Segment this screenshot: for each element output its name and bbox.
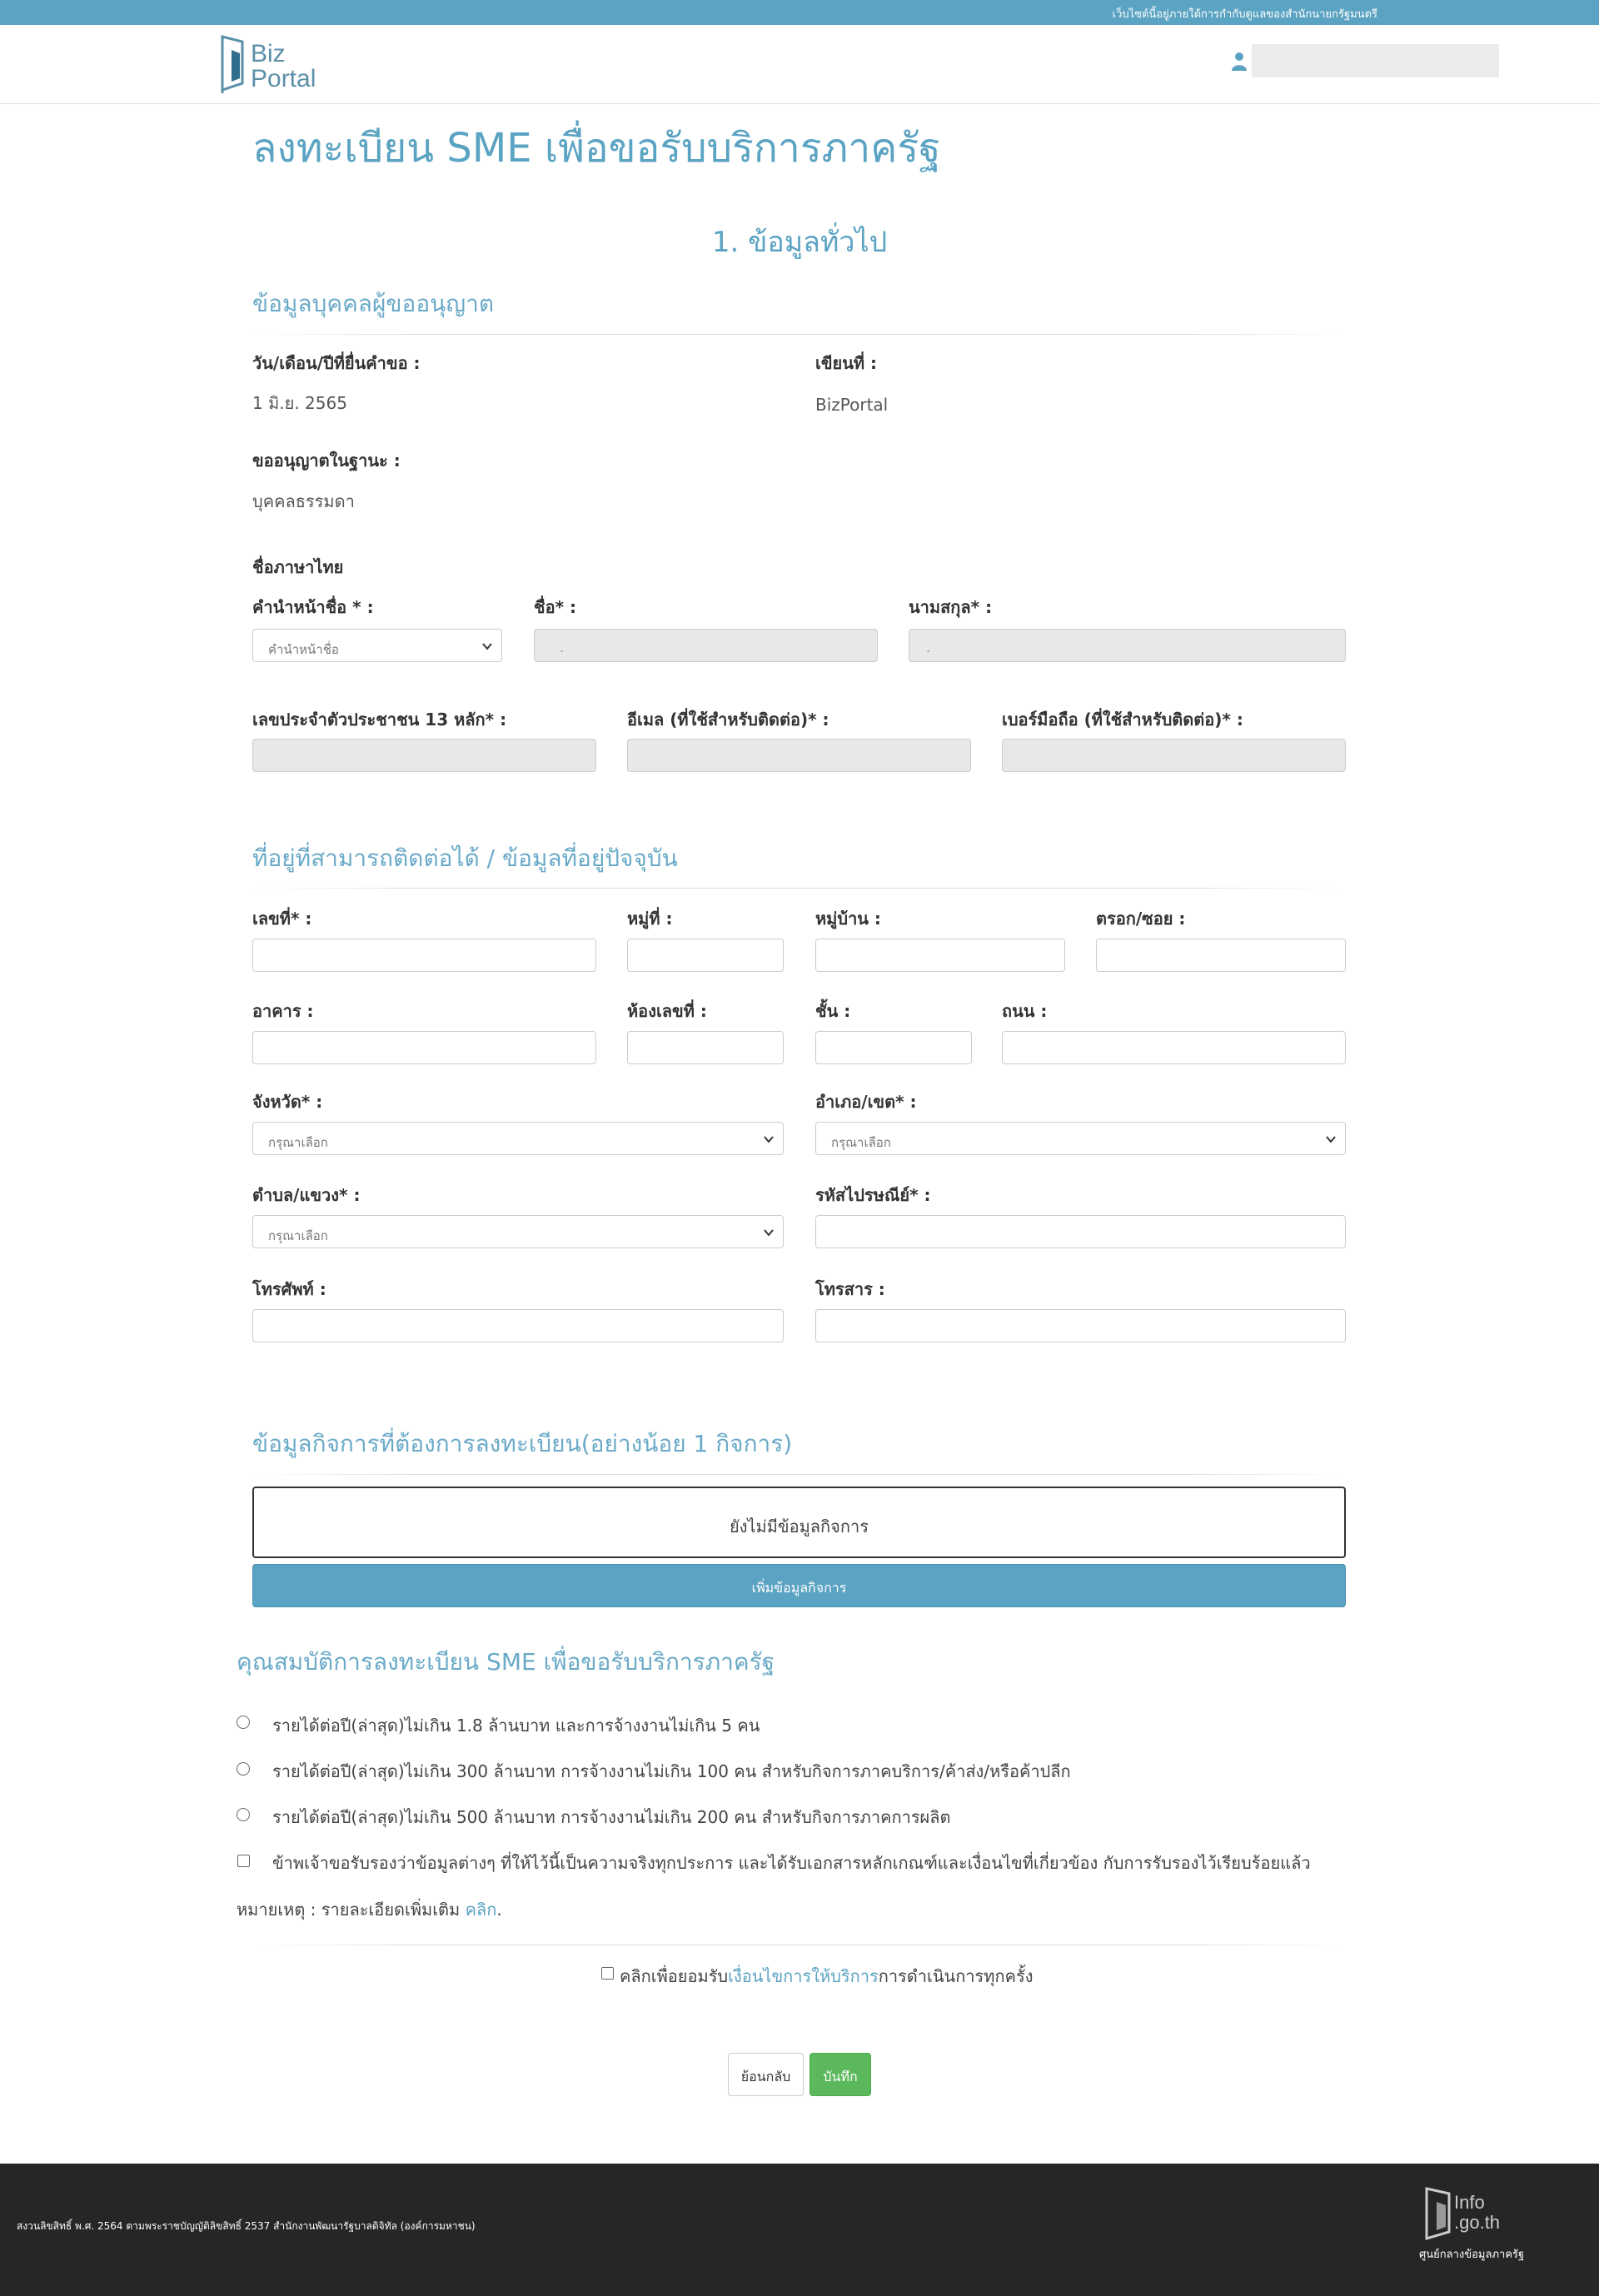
floor-field[interactable] (815, 1031, 972, 1064)
chevron-down-icon (481, 640, 493, 652)
date-value: 1 มิ.ย. 2565 (252, 393, 347, 413)
terms-suffix: การดำเนินการทุกครั้ง (878, 1966, 1034, 1986)
info-go-th-logo[interactable] (1424, 2185, 1516, 2244)
note-link[interactable]: คลิก (465, 1900, 497, 1920)
business-heading: ข้อมูลกิจการที่ต้องการลงทะเบียน(อย่างน้อย 1 กิจการ) (252, 1430, 793, 1457)
footer-logo-text-domain: .go.th (1454, 2212, 1501, 2233)
qualification-option-3: รายได้ต่อปี(ล่าสุด)ไม่เกิน 500 ล้านบาท การจ้างงานไม่เกิน 200 คน สำหรับกิจการภาคการผลิต (272, 1807, 951, 1827)
building-field[interactable] (252, 1031, 596, 1064)
floor-label: ชั้น : (815, 1001, 851, 1021)
room-label: ห้องเลขที่ : (627, 1001, 707, 1021)
district-label: อำเภอ/เขต* : (815, 1092, 917, 1112)
written-at-value: BizPortal (815, 395, 889, 415)
status-label: ขออนุญาตในฐานะ : (252, 451, 401, 471)
chevron-down-icon (763, 1133, 775, 1145)
terms-checkbox[interactable] (601, 1967, 614, 1980)
qualification-radio-3[interactable] (237, 1808, 250, 1821)
district-select[interactable] (815, 1122, 1346, 1155)
building-label: อาคาร : (252, 1001, 314, 1021)
email-field[interactable] (627, 739, 971, 772)
postcode-field[interactable] (815, 1215, 1346, 1248)
province-label: จังหวัด* : (252, 1092, 323, 1112)
room-field[interactable] (627, 1031, 784, 1064)
logo-text-portal: Portal (251, 65, 316, 92)
address-heading: ที่อยู่ที่สามารถติดต่อได้ / ข้อมูลที่อยู่ปัจจุบัน (252, 844, 678, 872)
first-name-label: ชื่อ* : (534, 597, 577, 617)
first-name-value: . (560, 640, 565, 655)
divider (252, 888, 1346, 889)
prefix-select[interactable] (252, 629, 502, 662)
village-field[interactable] (815, 939, 1065, 972)
phone-field[interactable] (252, 1309, 784, 1342)
back-button[interactable]: ย้อนกลับ (728, 2053, 804, 2096)
business-list-empty (252, 1487, 1346, 1558)
thai-name-heading: ชื่อภาษาไทย (252, 557, 344, 577)
id-field[interactable] (252, 739, 596, 772)
road-field[interactable] (1002, 1031, 1346, 1064)
last-name-value: . (926, 640, 931, 655)
qualification-option-1: รายได้ต่อปี(ล่าสุด)ไม่เกิน 1.8 ล้านบาท และการจ้างงานไม่เกิน 5 คน (272, 1716, 760, 1736)
terms-line (620, 1963, 1033, 1990)
date-label: วัน/เดือน/ปีที่ยื่นคำขอ : (252, 353, 421, 373)
fax-label: โทรสาร : (815, 1279, 885, 1299)
certify-text: ข้าพเจ้าขอรับรองว่าข้อมูลต่างๆ ที่ให้ไว้นี้เป็นความจริงทุกประการ และได้รับเอกสารหลักเกณฑ์และเงื่อนไขที่เกี่ยวข้อง กับการรับรองไว้เรียบร้อยแล้ว (272, 1853, 1311, 1873)
mobile-label: เบอร์มือถือ (ที่ใช้สำหรับติดต่อ)* : (1002, 710, 1243, 730)
subdistrict-select[interactable] (252, 1215, 784, 1248)
soi-field[interactable] (1096, 939, 1346, 972)
soi-label: ตรอก/ซอย : (1096, 909, 1186, 929)
top-bar (0, 0, 1599, 25)
note-suffix: . (496, 1900, 502, 1920)
section-title: 1. ข้อมูลทั่วไป (711, 226, 888, 259)
add-business-button[interactable]: เพิ่มข้อมูลกิจการ (252, 1564, 1346, 1607)
bizportal-logo[interactable] (220, 33, 320, 96)
moo-field[interactable] (627, 939, 784, 972)
email-label: อีเมล (ที่ใช้สำหรับติดต่อ)* : (627, 710, 829, 730)
qualification-radio-2[interactable] (237, 1762, 250, 1776)
fax-field[interactable] (815, 1309, 1346, 1342)
footer-logo-text-info: Info (1454, 2192, 1485, 2213)
house-no-label: เลขที่* : (252, 909, 312, 929)
divider (252, 334, 1346, 335)
door-logo-icon (1424, 2185, 1452, 2242)
footer-logo-caption: ศูนย์กลางข้อมูลภาครัฐ (1419, 2249, 1525, 2261)
subdistrict-select-value: กรุณาเลือก (268, 1228, 328, 1243)
postcode-label: รหัสไปรษณีย์* : (815, 1185, 931, 1205)
applicant-heading: ข้อมูลบุคคลผู้ขออนุญาต (252, 290, 495, 317)
prefix-select-value: คำนำหน้าชื่อ (268, 642, 339, 657)
first-name-field[interactable] (534, 629, 878, 662)
user-icon[interactable] (1231, 52, 1248, 72)
village-label: หมู่บ้าน : (815, 909, 881, 929)
user-name-box[interactable] (1252, 44, 1499, 77)
chevron-down-icon (763, 1227, 775, 1238)
chevron-down-icon (1325, 1133, 1337, 1145)
road-label: ถนน : (1002, 1001, 1048, 1021)
terms-link[interactable]: เงื่อนไขการให้บริการ (728, 1966, 879, 1986)
qualification-option-2: รายได้ต่อปี(ล่าสุด)ไม่เกิน 300 ล้านบาท การจ้างงานไม่เกิน 100 คน สำหรับกิจการภาคบริการ/ค้าส่ง/หรือค้าปลีก (272, 1761, 1071, 1781)
last-name-label: นามสกุล* : (909, 597, 993, 617)
page-title: ลงทะเบียน SME เพื่อขอรับบริการภาครัฐ (252, 125, 941, 172)
province-select-value: กรุณาเลือก (268, 1135, 328, 1150)
id-label: เลขประจำตัวประชาชน 13 หลัก* : (252, 710, 507, 730)
divider (252, 1474, 1346, 1475)
qualification-heading: คุณสมบัติการลงทะเบียน SME เพื่อขอรับบริการภาครัฐ (237, 1648, 775, 1676)
mobile-field[interactable] (1002, 739, 1346, 772)
moo-label: หมู่ที่ : (627, 909, 673, 929)
note-prefix: หมายเหตุ : รายละเอียดเพิ่มเติม (237, 1900, 461, 1920)
district-select-value: กรุณาเลือก (831, 1135, 891, 1150)
prefix-label: คำนำหน้าชื่อ * : (252, 597, 374, 617)
house-no-field[interactable] (252, 939, 596, 972)
business-empty-text: ยังไม่มีข้อมูลกิจการ (730, 1517, 869, 1536)
status-value: บุคคลธรรมดา (252, 491, 355, 511)
qualification-radio-1[interactable] (237, 1716, 250, 1729)
certify-checkbox[interactable] (237, 1855, 250, 1867)
terms-prefix: คลิกเพื่อยอมรับ (620, 1966, 729, 1986)
door-logo-icon (220, 33, 245, 93)
save-button[interactable]: บันทึก (809, 2053, 871, 2096)
site-footer (0, 2164, 1599, 2296)
logo-text-biz: Biz (251, 40, 286, 67)
subdistrict-label: ตำบล/แขวง* : (252, 1185, 361, 1205)
footer-copyright: สงวนลิขสิทธิ์ พ.ศ. 2564 ตามพระราชบัญญัติลิขสิทธิ์ 2537 สำนักงานพัฒนารัฐบาลดิจิทัล (องค์การมหาชน) (17, 2220, 476, 2232)
province-select[interactable] (252, 1122, 784, 1155)
last-name-field[interactable] (909, 629, 1346, 662)
note-line (237, 1896, 502, 1923)
written-at-label: เขียนที่ : (815, 353, 878, 373)
top-bar-text: เว็บไซต์นี้อยู่ภายใต้การกำกับดูแลของสำนักนายกรัฐมนตรี (1112, 8, 1377, 21)
phone-label: โทรศัพท์ : (252, 1279, 326, 1299)
